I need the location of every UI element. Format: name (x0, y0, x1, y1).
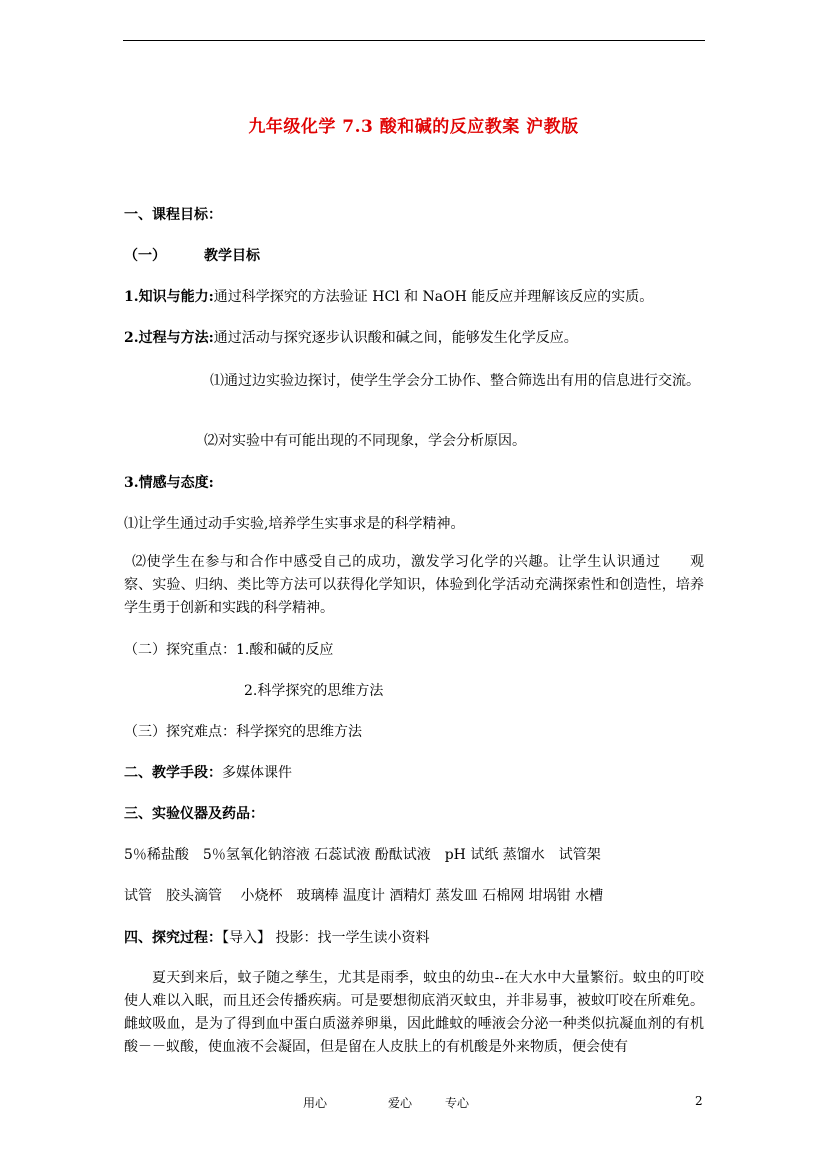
section-2-text: 多媒体课件 (222, 765, 292, 781)
key-point-2: 2.科学探究的思维方法 (244, 683, 384, 699)
footer-motto-3: 专心 (445, 1096, 470, 1110)
subsection-1a-heading (124, 247, 260, 265)
key-point-1: （二）探究重点：1.酸和碱的反应 (124, 642, 334, 658)
goal-1-label: 1.知识与能力: (124, 289, 214, 305)
document-title: 九年级化学 7.3 酸和碱的反应教案 沪教版 (248, 117, 579, 137)
difficulty: （三）探究难点：科学探究的思维方法 (124, 724, 362, 740)
section-4-label: 四、探究过程： (124, 930, 222, 946)
section-2 (124, 764, 292, 782)
section-3-heading: 三、实验仪器及药品： (124, 806, 264, 822)
section-4-text: 【导入】 投影：找一学生读小资料 (222, 930, 430, 946)
section-4 (124, 929, 429, 947)
goal-1-text: 通过科学探究的方法验证 HCl 和 NaOH 能反应并理解该反应的实质。 (213, 289, 654, 305)
goal-3-point-1: ⑴让学生通过动手实验,培养学生实事求是的科学精神。 (124, 516, 465, 532)
goal-2 (124, 329, 578, 347)
goal-3-point-2: ⑵使学生在参与和合作中感受自己的成功，激发学习化学的兴趣。让学生认识通过 观察、实验、归纳、类比等方法可以获得化学知识，体验到化学活动充满探索性和创造性，培养学生勇于创新和实践的科学精神。 (124, 554, 704, 616)
materials-line-2: 试管 胶头滴管 小烧杯 玻璃棒 温度计 酒精灯 蒸发皿 石棉网 坩埚钳 水槽 (124, 888, 604, 904)
footer-motto-2: 爱心 (388, 1096, 413, 1110)
goal-3-label: 3.情感与态度: (124, 475, 214, 491)
goal-1 (124, 288, 653, 306)
goal-2-point-2: ⑵对实验中有可能出现的不同现象，学会分析原因。 (204, 433, 526, 449)
goal-2-text: 通过活动与探究逐步认识酸和碱之间，能够发生化学反应。 (213, 330, 578, 346)
page-number: 2 (695, 1094, 703, 1108)
section-2-label: 二、教学手段： (124, 765, 222, 781)
reading-passage: 夏天到来后，蚊子随之孳生，尤其是雨季，蚊虫的幼虫--在大水中大量繁衍。蚊虫的叮咬使人难以入眠，而且还会传播疾病。可是要想彻底消灭蚊虫，并非易事，被蚊叮咬在所难免。雌蚊吸血，是为了得到血中蛋白质滋养卵巢，因此雌蚊的唾液会分泌一种类似抗凝血剂的有机酸－－蚁酸，使血液不会凝固，但是留在人皮肤上的有机酸是外来物质，便会使有 (124, 970, 704, 1055)
footer-motto-1: 用心 (303, 1096, 328, 1110)
section-1-heading: 一、课程目标： (124, 207, 222, 223)
materials-line-1: 5％稀盐酸 5％氢氧化钠溶液 石蕊试液 酚酞试液 pH 试纸 蒸馏水 试管架 (124, 847, 601, 863)
subsection-1a-number: （一） (124, 248, 166, 264)
goal-2-point-1: ⑴通过边实验边探讨，使学生学会分工协作、整合筛选出有用的信息进行交流。 (210, 373, 700, 389)
goal-2-label: 2.过程与方法: (124, 330, 214, 346)
subsection-1a-label: 教学目标 (204, 248, 260, 264)
header-rule (123, 40, 705, 41)
